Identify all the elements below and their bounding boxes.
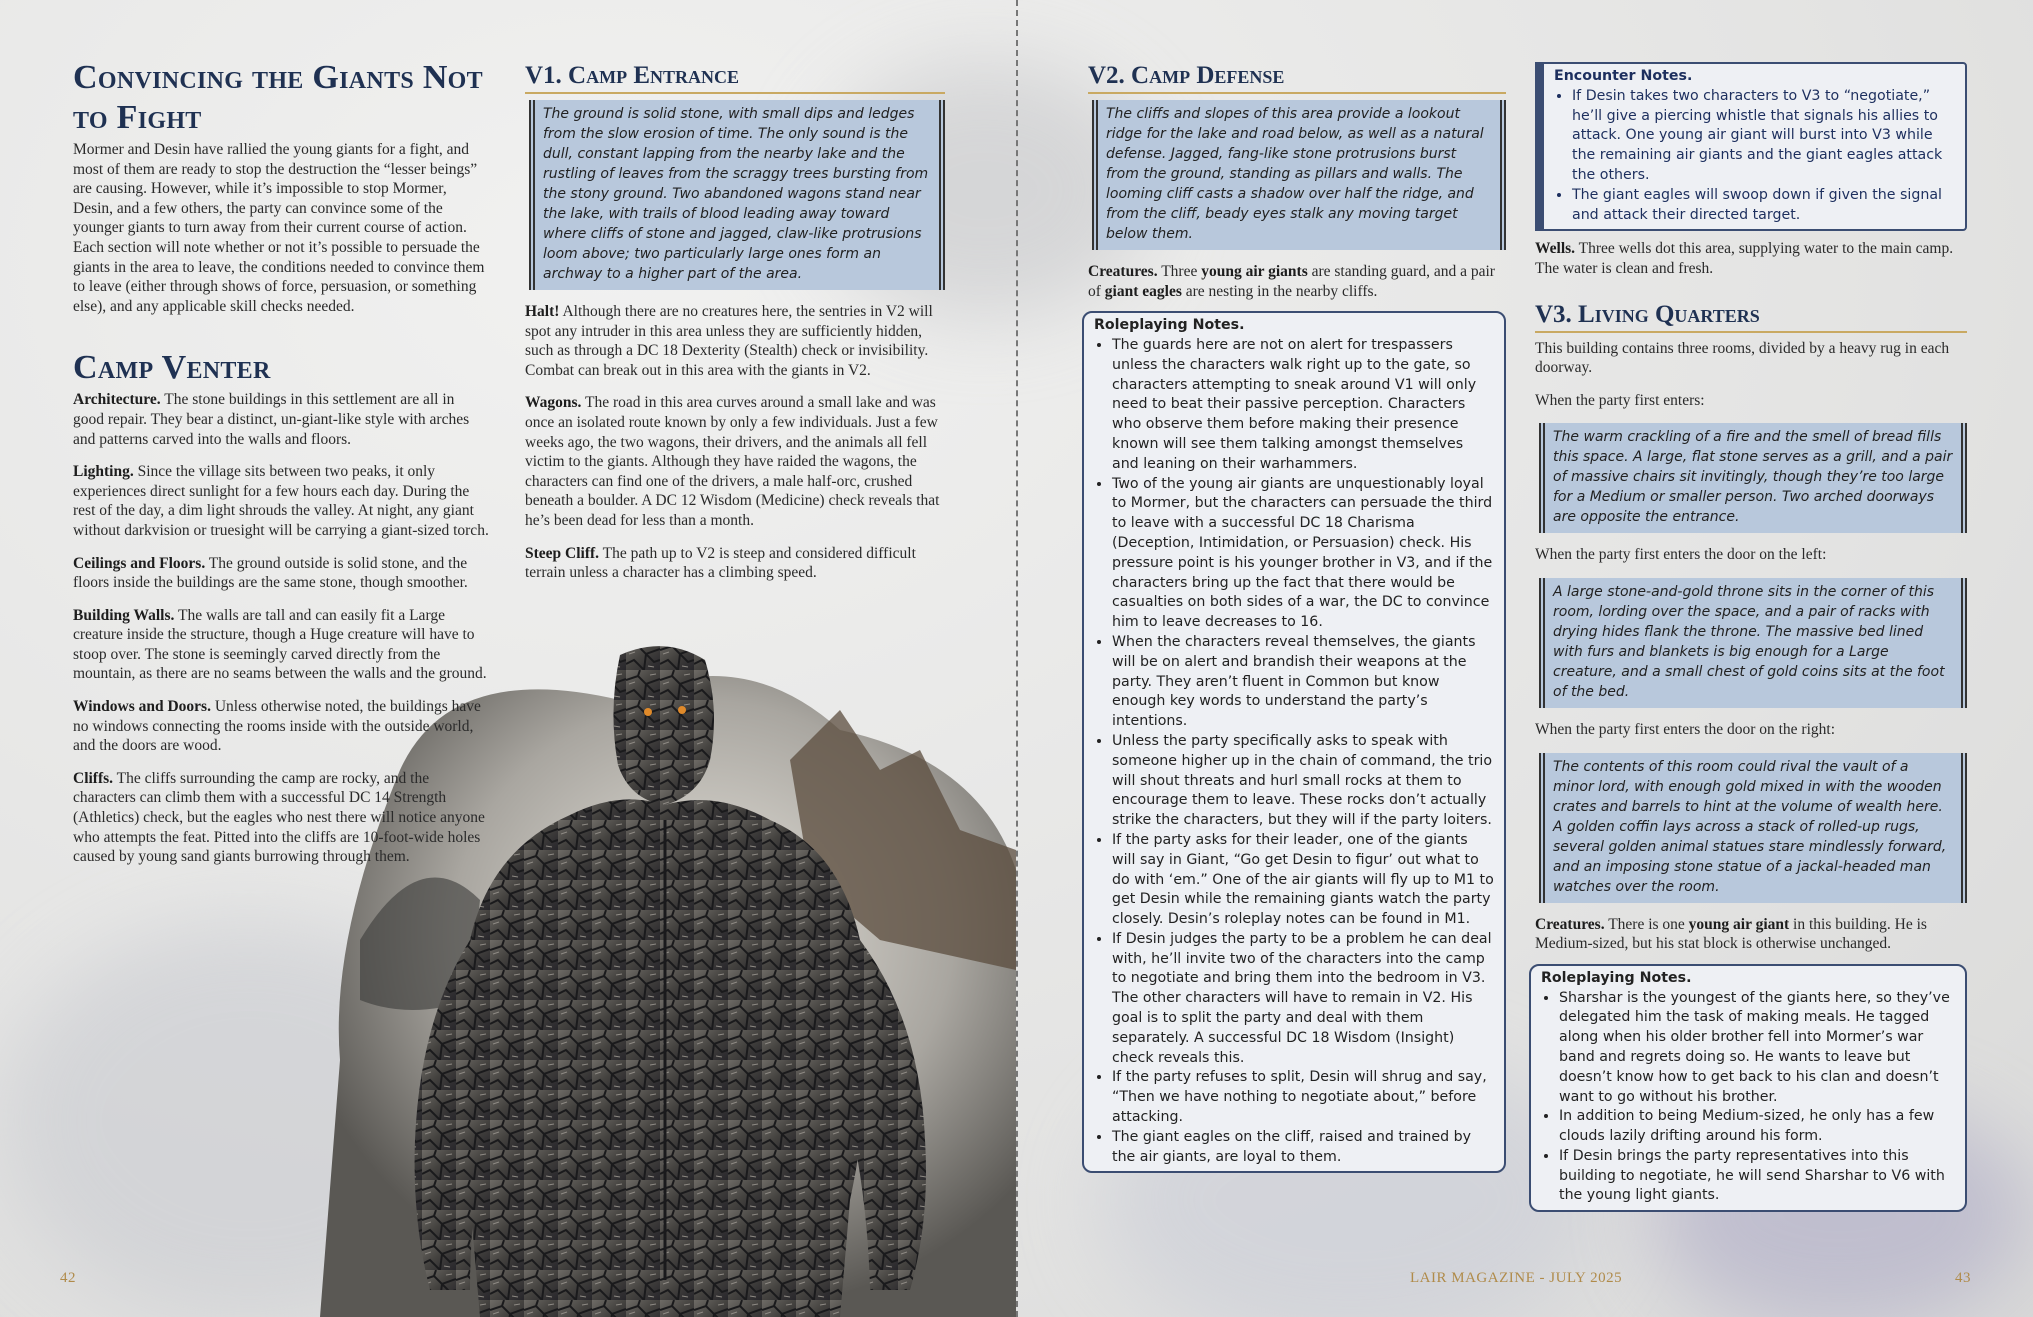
v2-roleplay-list xyxy=(1094,336,1494,1167)
page-number-right: 43 xyxy=(1955,1270,1971,1286)
list-item: • If Desin judges the party to be a problem he can deal with, he’ll invite two of the characters into the camp to negotiate and bring them into the bedroom in V3. The other characters will have to remain in V2. His goal is to split the party and deal with them separately. A successful DC 18 Wisdom (Insight) check reveals this. xyxy=(1112,930,1494,1069)
list-item: • Two of the young air giants are unquestionably loyal to Mormer, but the characters can persuade the third to leave with a successful DC 18 Charisma (Deception, Intimidation, or Persuasion) check. His pressure point is his younger brother in V3, and if the characters bring up the fact that there would be casualties on both sides of a war, the DC to convince him to leave decreases to 16. xyxy=(1112,475,1494,633)
v1-item-text: The path up to V2 is steep and considered difficult terrain unless a character has a climbing speed. xyxy=(525,544,916,582)
v3-creatures-text: There is one xyxy=(1604,915,1689,933)
camp-item-term: Cliffs. xyxy=(73,769,114,787)
v3-creatures-text: in this building. He is Medium-sized, but his stat block is otherwise unchanged. xyxy=(1535,915,1927,953)
v3-creatures-term: Creatures. xyxy=(1535,915,1605,933)
right-column-2 xyxy=(1535,62,1967,1212)
wells-term: Wells. xyxy=(1535,240,1576,258)
v1-item xyxy=(525,393,945,530)
camp-item xyxy=(73,769,489,867)
v2-title: V2. Camp Defense xyxy=(1088,62,1506,94)
convincing-body: Mormer and Desin have rallied the young giants for a fight, and most of them are ready to stop the destruction the “lesser beings” are causing. However, while it’s impossible to stop Mormer, Desin, and a few others, the party can convince some of the younger giants to turn away from their current course of action. Each section will note whether or not it’s possible to persuade the giants in the area to leave, the conditions needed to convince them to leave (either through shows of force, persuasion, or something else), and any applicable skill checks needed. xyxy=(73,141,485,315)
v1-item xyxy=(525,544,945,583)
v1-item-term: Steep Cliff. xyxy=(525,544,600,562)
v2-creatures-bold: young air giants xyxy=(1201,263,1308,280)
list-item: • The giant eagles on the cliff, raised and trained by the air giants, are loyal to them. xyxy=(1112,1128,1494,1168)
camp-item xyxy=(73,390,489,449)
v3-roleplay-list xyxy=(1541,989,1955,1207)
camp-item xyxy=(73,554,489,593)
wells-text: Three wells dot this area, supplying water to the main camp. The water is clean and fresh. xyxy=(1535,240,1954,277)
camp-item-term: Lighting. xyxy=(73,463,134,481)
list-item: • If Desin brings the party representatives into this building to negotiate, he will send Sharshar to V6 with the young light giants. xyxy=(1559,1147,1955,1206)
v1-item xyxy=(525,302,945,380)
left-column-2 xyxy=(525,62,945,596)
v2-creatures-bold: giant eagles xyxy=(1104,282,1182,300)
v2-creatures-text: are standing guard, and a pair of xyxy=(1088,263,1495,300)
v2-read-aloud: The cliffs and slopes of this area provide a lookout ridge for the lake and road below, as well as a natural defense. Jagged, fang-like stone protrusions burst from the ground, standing as pillars and walls. The looming cliff casts a shadow over half the ridge, and from the cliff, beady eyes stalk any moving target below them. xyxy=(1092,100,1506,250)
encounter-title: Encounter Notes. xyxy=(1554,68,1693,84)
camp-item-term: Architecture. xyxy=(73,391,161,409)
camp-item-text: The stone buildings in this settlement are all in good repair. They bear a distinct, un-giant-like style with arches and patterns carved into the walls and floors. xyxy=(73,391,470,448)
list-item: • If Desin takes two characters to V3 to “negotiate,” he’ll give a piercing whistle that signals his allies to attack. One young air giant will burst into V3 while the remaining air giants and the giant eagles attack the others. xyxy=(1572,87,1955,186)
v1-item-text: The road in this area curves around a small lake and was once an isolated route known by only a few individuals. Just a few weeks ago, the two wagons, their drivers, and the animals all fell victim to the giants. Although they have raided the wagons, the characters can find one of the drivers, a male half-orc, crushed beneath a boulder. A DC 12 Wisdom (Medicine) check reveals that he’s been dead for less than a month. xyxy=(525,394,940,529)
camp-item-term: Ceilings and Floors. xyxy=(73,554,206,572)
camp-item-term: Building Walls. xyxy=(73,606,175,624)
list-item: • The giant eagles will swoop down if given the signal and attack their directed target. xyxy=(1572,186,1955,226)
list-item: • When the characters reveal themselves, the giants will be on alert and brandish their weapons at the party. They aren’t fluent in Common but know enough key words to understand the party’s intentions. xyxy=(1112,633,1494,732)
camp-item-text: Unless otherwise noted, the buildings have no windows connecting the rooms inside with the outside world, and the doors are wood. xyxy=(73,698,481,755)
camp-item-text: The walls are tall and can easily fit a Large creature inside the structure, though a Huge creature will have to stoop over. The stone is seemingly carved directly from the mountain, as there are no seams between the walls and the ground. xyxy=(73,606,487,683)
v3-creatures-bold: young air giant xyxy=(1688,915,1790,933)
v2-creatures-text: Three xyxy=(1157,263,1202,280)
page-number-left: 42 xyxy=(60,1270,76,1286)
camp-item-text: The ground outside is solid stone, and the floors inside the buildings are the same stone, though smoother. xyxy=(73,554,468,592)
v3-roleplaying-notes xyxy=(1529,964,1967,1213)
encounter-list xyxy=(1554,87,1955,226)
list-item: • Unless the party specifically asks to speak with someone higher up in the chain of command, the trio will shout threats and hurl small rocks at them to encourage them to leave. These rocks don’t actually strike the characters, but they will if the party loiters. xyxy=(1112,732,1494,831)
left-column-1 xyxy=(73,58,489,880)
v3-roleplay-title: Roleplaying Notes. xyxy=(1541,969,1692,986)
v3-title: V3. Living Quarters xyxy=(1535,301,1967,333)
camp-item-text: The cliffs surrounding the camp are rocky, and the characters can climb them with a successful DC 14 Strength (Athletics) check, but the eagles who nest there will notice anyone who attempts the feat. Pitted into the cliffs are 10-foot-wide holes caused by young sand giants burrowing through them. xyxy=(73,769,485,866)
v3-intro: This building contains three rooms, divided by a heavy rug in each doorway. xyxy=(1535,339,1950,377)
v2-creatures-text: are nesting in the nearby cliffs. xyxy=(1181,282,1378,300)
v3-enter-3: When the party first enters the door on the right: xyxy=(1535,720,1836,738)
v3-read-aloud-3: The contents of this room could rival the vault of a minor lord, with enough gold mixed in with the wooden crates and barrels to hint at the volume of wealth here. A golden coffin lays across a stack of rolled-up rugs, several golden animal statues stare mindlessly forward, and an imposing stone statue of a jackal-headed man watches over the room. xyxy=(1539,753,1967,903)
camp-item-text: Since the village sits between two peaks, it only experiences direct sunlight for a few hours each day. During the rest of the day, a dim light shrouds the valley. At night, any giant without darkvision or truesight will be carrying a giant-sized torch. xyxy=(73,463,489,539)
v3-enter-1: When the party first enters: xyxy=(1535,391,1705,409)
camp-item xyxy=(73,462,489,540)
v3-read-aloud-1: The warm crackling of a fire and the smell of bread fills this space. A large, flat stone serves as a grill, and a pair of massive chairs sit invitingly, though they’re too large for a Medium or smaller person. Two arched doorways are opposite the entrance. xyxy=(1539,423,1967,533)
v1-item-term: Wagons. xyxy=(525,394,582,412)
page-gutter xyxy=(1016,0,1018,1317)
list-item: • If the party refuses to split, Desin will shrug and say, “Then we have nothing to negotiate about,” before attacking. xyxy=(1112,1068,1494,1127)
v1-item-term: Halt! xyxy=(525,303,560,320)
v1-title: V1. Camp Entrance xyxy=(525,62,945,94)
v2-creatures-term: Creatures. xyxy=(1088,263,1158,280)
camp-venter-title: Camp Venter xyxy=(73,349,271,387)
v1-read-aloud: The ground is solid stone, with small dips and ledges from the slow erosion of time. The only sound is the dull, constant lapping from the nearby lake and the rustling of leaves from the scraggy trees bursting from the stony ground. Two abandoned wagons stand near the lake, with trails of blood leading away toward where cliffs of stone and jagged, claw-like protrusions loom above; two particularly large ones form an archway to a higher part of the area. xyxy=(529,100,945,290)
v3-creatures xyxy=(1535,915,1967,954)
v3-enter-2: When the party first enters the door on the left: xyxy=(1535,546,1827,564)
encounter-notes xyxy=(1535,62,1967,231)
v2-roleplay-title: Roleplaying Notes. xyxy=(1094,317,1245,334)
v1-item-text: Although there are no creatures here, the sentries in V2 will spot any intruder in this area unless they are sufficiently hidden, such as through a DC 18 Dexterity (Stealth) check or invisibility. Combat can break out in this area with the giants in V2. xyxy=(525,303,933,379)
right-column-1 xyxy=(1088,62,1506,1173)
camp-item-term: Windows and Doors. xyxy=(73,698,211,716)
magazine-footer: LAIR MAGAZINE - JULY 2025 xyxy=(1410,1270,1623,1286)
list-item: • If the party asks for their leader, one of the giants will say in Giant, “Go get Desin to figur’ out what to do with ‘em.” One of the air giants will fly up to M1 to get Desin while the remaining giants watch the party closely. Desin’s roleplay notes can be found in M1. xyxy=(1112,831,1494,930)
list-item: • Sharshar is the youngest of the giants here, so they’ve delegated him the task of making meals. He tagged along when his older brother fell into Mormer’s war band and regrets doing so. He wants to leave but doesn’t know how to get back to his clan and doesn’t want to go without his brother. xyxy=(1559,989,1955,1108)
wells-item xyxy=(1535,239,1967,278)
v3-read-aloud-2: A large stone-and-gold throne sits in the corner of this room, lording over the space, and a pair of racks with drying hides flank the throne. The massive bed lined with furs and blankets is big enough for a Large creature, and a small chest of gold coins sits at the foot of the bed. xyxy=(1539,578,1967,708)
convincing-title: Convincing the Giants Not to Fight xyxy=(73,59,483,136)
list-item: • In addition to being Medium-sized, he only has a few clouds lazily drifting around his form. xyxy=(1559,1107,1955,1147)
camp-item xyxy=(73,697,489,756)
v2-roleplaying-notes xyxy=(1082,311,1506,1173)
v2-creatures xyxy=(1088,262,1506,301)
camp-item xyxy=(73,606,489,684)
list-item: • The guards here are not on alert for trespassers unless the characters walk right up to the gate, so characters attempting to sneak around V1 will only need to beat their passive perception. Characters who observe them before making their presence known will see them talking amongst themselves and leaning on their warhammers. xyxy=(1112,336,1494,475)
